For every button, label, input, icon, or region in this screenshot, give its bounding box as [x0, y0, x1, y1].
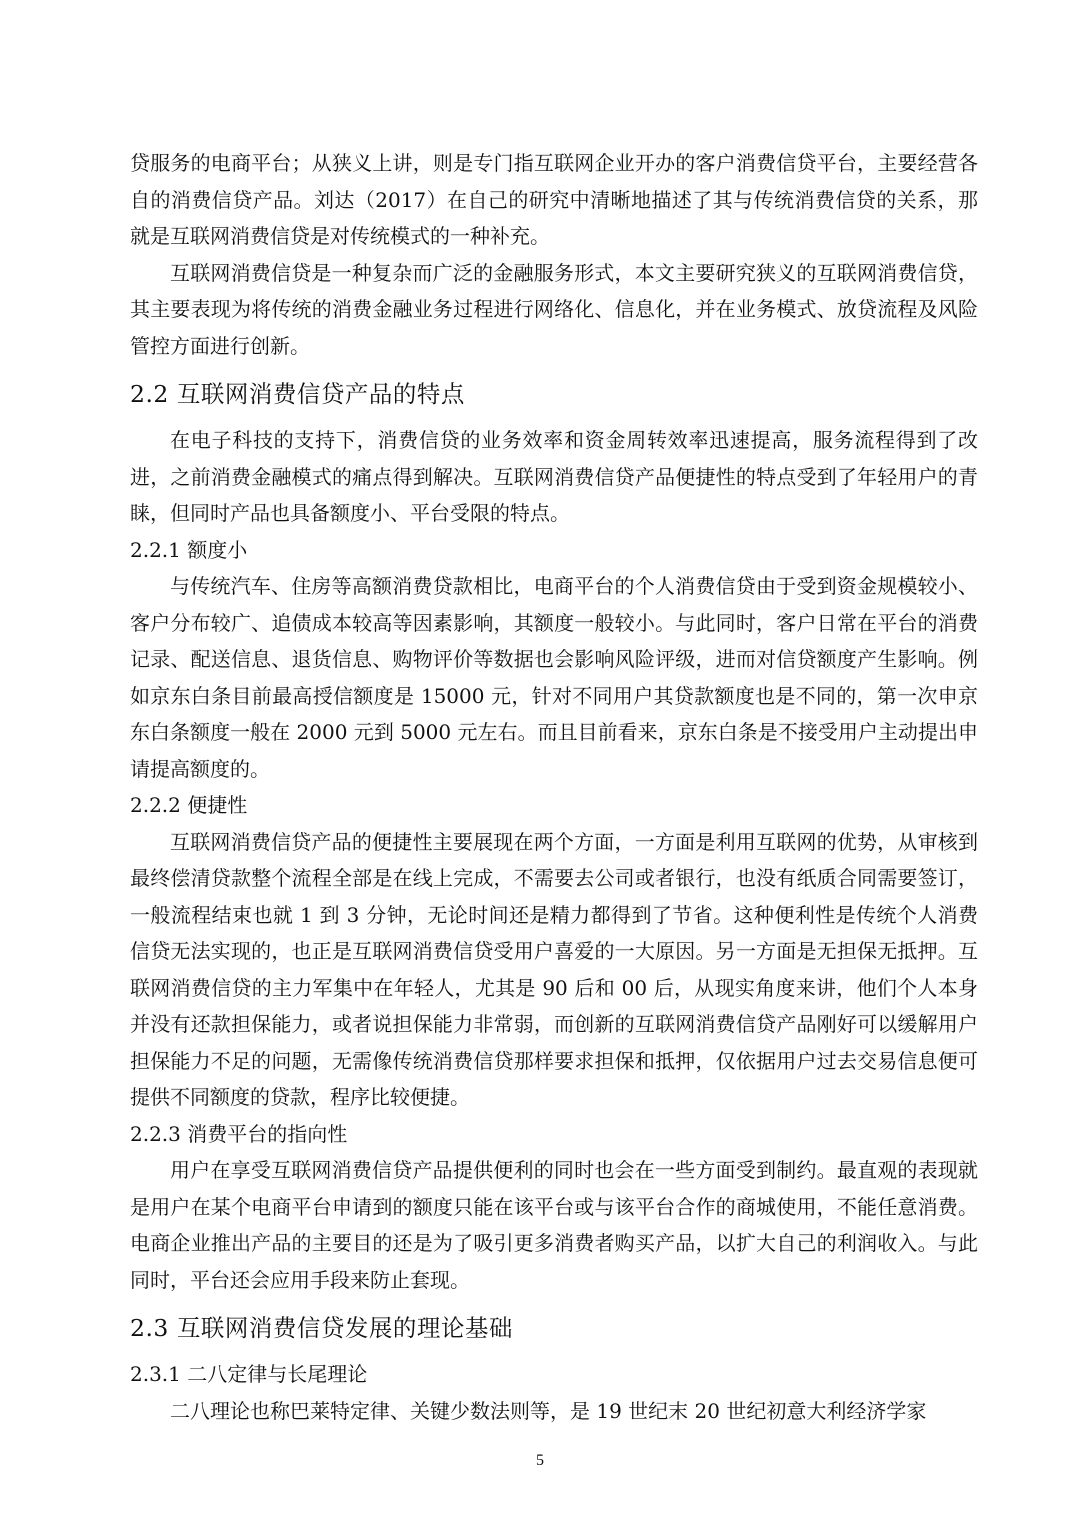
subsection-heading-2-2-2: 2.2.2 便捷性 — [130, 793, 248, 817]
subsection-heading-2-3-1: 2.3.1 二八定律与长尾理论 — [130, 1362, 368, 1386]
paragraph-platform-orientation: 用户在享受互联网消费信贷产品提供便利的同时也会在一些方面受到制约。最直观的表现就是用户在某个电商平台申请到的额度只能在该平台或与该平台合作的商城使用，不能任意消费。电商企业推出产品的主要目的还是为了吸引更多消费者购买产品，以扩大自己的利润收入。与此同时，平台还会应用手段来防止套现。 — [130, 1158, 978, 1292]
paragraph-definition-end: 贷服务的电商平台；从狭义上讲，则是专门指互联网企业开办的客户消费信贷平台，主要经营各自的消费信贷产品。刘达（2017）在自己的研究中清晰地描述了其与传统消费信贷的关系，那就是互联网消费信贷是对传统模式的一种补充。 — [130, 151, 978, 248]
paragraph-features-intro: 在电子科技的支持下，消费信贷的业务效率和资金周转效率迅速提高，服务流程得到了改进，之前消费金融模式的痛点得到解决。互联网消费信贷产品便捷性的特点受到了年轻用户的青睐，但同时产品也具备额度小、平台受限的特点。 — [130, 428, 978, 525]
page-number: 5 — [536, 1452, 544, 1469]
subsection-heading-2-2-1: 2.2.1 额度小 — [130, 537, 248, 562]
paragraph-convenience: 互联网消费信贷产品的便捷性主要展现在两个方面，一方面是利用互联网的优势，从审核到最终偿清贷款整个流程全部是在线上完成，不需要去公司或者银行，也没有纸质合同需要签订，一般流程结束也就 1 到 3 分钟，无论时间还是精力都得到了节省。这种便利性是传统个人消费信贷无法实现的，也正是互联网消费信贷受用户喜爱的一大原因。另一方面是无担保无抵押。互联网消费信贷的主力军集中在年轻人，尤其是 90 后和 00 后，从现实角度来讲，他们个人本身并没有还款担保能力，或者说担保能力非常弱，而创新的互联网消费信贷产品刚好可以缓解用户担保能力不足的问题，无需像传统消费信贷那样要求担保和抵押，仅依据用户过去交易信息便可提供不同额度的贷款，程序比较便捷。 — [130, 829, 978, 1109]
paragraph-scope: 互联网消费信贷是一种复杂而广泛的金融服务形式，本文主要研究狭义的互联网消费信贷，其主要表现为将传统的消费金融业务过程进行网络化、信息化，并在业务模式、放贷流程及风险管控方面进行创新。 — [130, 260, 978, 358]
paragraph-pareto: 二八理论也称巴莱特定律、关键少数法则等，是 19 世纪末 20 世纪初意大利经济学家 — [170, 1398, 927, 1423]
subsection-heading-2-2-3: 2.2.3 消费平台的指向性 — [130, 1121, 348, 1146]
section-heading-2-3: 2.3 互联网消费信贷发展的理论基础 — [130, 1314, 513, 1342]
section-heading-2-2: 2.2 互联网消费信贷产品的特点 — [130, 380, 465, 408]
page-body — [130, 145, 978, 1429]
paragraph-small-amount: 与传统汽车、住房等高额消费贷款相比，电商平台的个人消费信贷由于受到资金规模较小、客户分布较广、追债成本较高等因素影响，其额度一般较小。与此同时，客户日常在平台的消费记录、配送信息、退货信息、购物评价等数据也会影响风险评级，进而对信贷额度产生影响。例如京东白条目前最高授信额度是 15000 元，针对不同用户其贷款额度也是不同的，第一次申京东白条额度一般在 2000 元到 5000 元左右。而且目前看来，京东白条是不接受用户主动提出申请提高额度的。 — [130, 574, 978, 781]
